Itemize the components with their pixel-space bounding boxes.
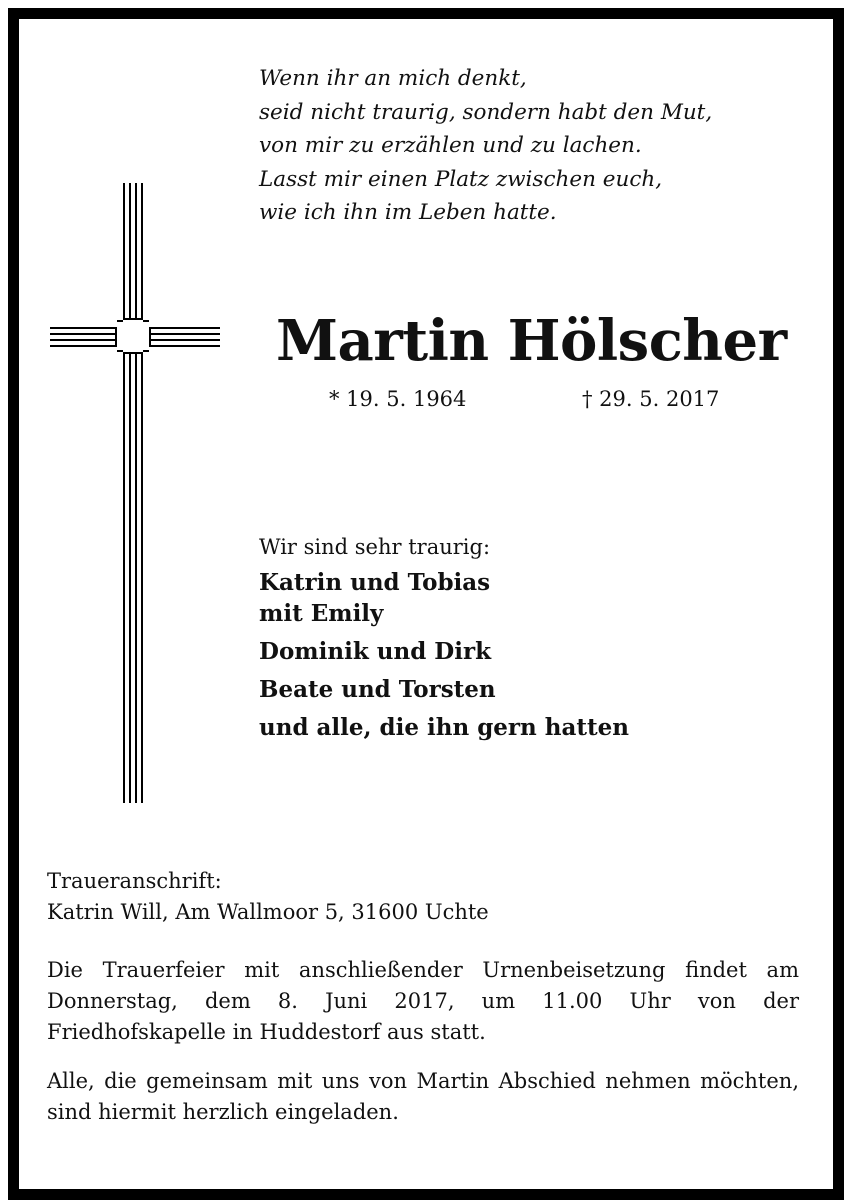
deceased-name: Martin Hölscher (276, 308, 787, 374)
cross-icon (50, 183, 220, 803)
poem-line: von mir zu erzählen und zu lachen. (259, 133, 642, 158)
poem-line: Lasst mir einen Platz zwischen euch, (259, 166, 663, 192)
mourner-name: Katrin und Tobias (259, 569, 491, 596)
poem-line: wie ich ihn im Leben hatte. (259, 200, 557, 225)
address-text: Katrin Will, Am Wallmoor 5, 31600 Uchte (47, 900, 489, 924)
birth-date: * 19. 5. 1964 (329, 387, 467, 411)
poem-line: Wenn ihr an mich denkt, (259, 66, 527, 91)
memorial-poem (259, 62, 712, 230)
death-date: † 29. 5. 2017 (582, 387, 720, 411)
mourner-name: und alle, die ihn gern hatten (259, 714, 629, 741)
invitation-notice: Alle, die gemeinsam mit uns von Martin Abschied nehmen möchten, sind hiermit herzlich eingeladen. (47, 1069, 799, 1124)
mourner-name: mit Emily (259, 600, 384, 627)
address-label: Traueranschrift: (47, 869, 222, 893)
mourners-list (259, 567, 629, 743)
poem-line: seid nicht traurig, sondern habt den Mut, (259, 99, 713, 125)
mourners-intro: Wir sind sehr traurig: (259, 535, 491, 559)
mourning-address (47, 866, 489, 928)
mourner-name: Dominik und Dirk (259, 638, 492, 665)
mourner-name: Beate und Torsten (259, 676, 496, 703)
ceremony-notice: Die Trauerfeier mit anschließender Urnenbeisetzung findet am Donnerstag, dem 8. Juni 2017, um 11.00 Uhr von der Friedhofskapelle in Huddestorf aus statt. (47, 958, 799, 1044)
